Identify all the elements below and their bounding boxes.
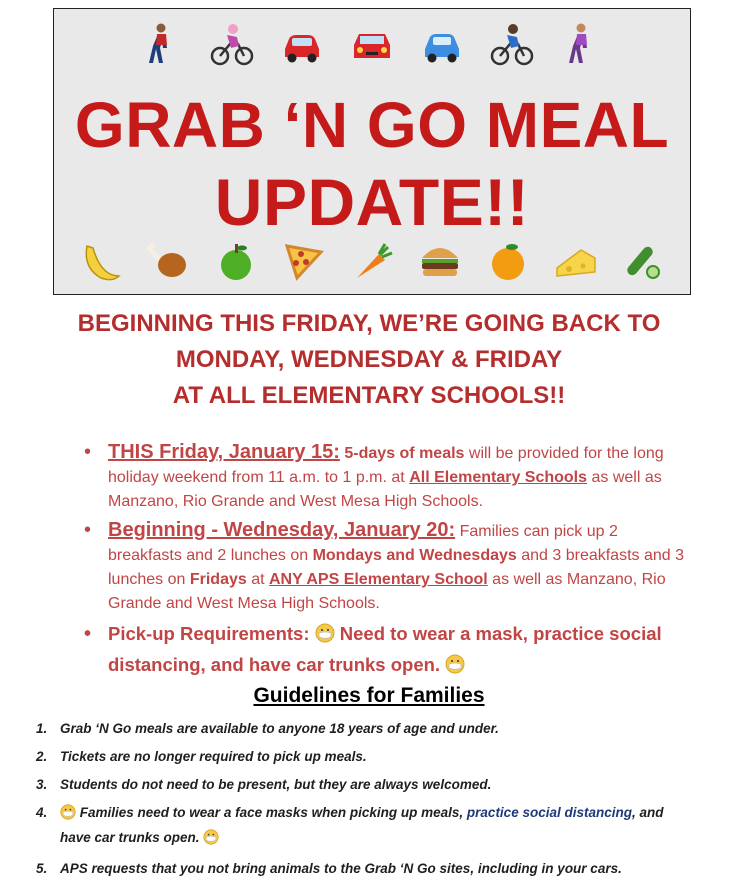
item-number: 1. xyxy=(36,721,48,736)
list-item xyxy=(36,774,696,796)
item-number: 2. xyxy=(36,749,48,764)
item-number: 5. xyxy=(36,861,48,876)
cyclist-icon xyxy=(488,18,536,70)
header-banner xyxy=(53,8,691,295)
chicken-leg-icon xyxy=(144,235,192,287)
bullet-text: will be provided for the long holiday weekend from 11 a.m. to 1 p.m. at xyxy=(108,445,664,486)
list-item xyxy=(36,802,696,852)
guidelines-list xyxy=(36,718,696,886)
cucumber-icon xyxy=(620,235,668,287)
guidelines-title: Guidelines for Families xyxy=(253,684,485,707)
list-item xyxy=(84,518,688,616)
list-item xyxy=(36,746,696,768)
headline-line2: MONDAY, WEDNESDAY & FRIDAY xyxy=(175,346,563,373)
food-icon-row xyxy=(54,235,690,287)
bullet-heading: Beginning - Wednesday, January 20: xyxy=(108,519,456,541)
item-text: Families need to wear a face masks when picking up meals, xyxy=(79,805,467,820)
elementary-schools-link[interactable]: All Elementary Schools xyxy=(409,469,588,486)
announcement-list xyxy=(84,440,688,686)
list-item xyxy=(36,718,696,740)
banana-icon xyxy=(76,235,124,287)
walking-person-icon xyxy=(558,18,606,70)
list-item xyxy=(36,858,696,880)
bullet-icon: • xyxy=(84,519,92,541)
item-number: 4. xyxy=(36,805,48,820)
bullet-text: at xyxy=(246,571,269,588)
burger-icon xyxy=(416,235,464,287)
apple-icon xyxy=(212,235,260,287)
bullet-text: Families can pick up 2 breakfasts and 2 lunches on xyxy=(108,523,618,564)
cyclist-icon xyxy=(208,18,256,70)
item-text: APS requests that you not bring animals to the Grab ‘N Go sites, including in your cars. xyxy=(60,861,622,876)
red-car-front-icon xyxy=(348,18,396,70)
mask-face-icon xyxy=(203,829,219,852)
item-text-highlight: practice social distancing xyxy=(466,805,632,820)
aps-elementary-link[interactable]: ANY APS Elementary School xyxy=(269,571,488,588)
item-text: Tickets are no longer required to pick up meals. xyxy=(60,749,367,764)
headline-line3: AT ALL ELEMENTARY SCHOOLS!! xyxy=(172,382,566,409)
bullet-strong: Mondays and Wednesdays xyxy=(312,547,517,564)
bullet-icon: • xyxy=(84,441,92,463)
cheese-icon xyxy=(552,235,600,287)
red-car-icon xyxy=(278,18,326,70)
mask-face-icon xyxy=(60,804,76,827)
pizza-icon xyxy=(280,235,328,287)
banner-title-line1: GRAB ‘N GO MEAL xyxy=(74,89,670,161)
orange-icon xyxy=(484,235,532,287)
blue-car-icon xyxy=(418,18,466,70)
mask-face-icon xyxy=(315,623,335,651)
carrot-icon xyxy=(348,235,396,287)
headline-line1: BEGINNING THIS FRIDAY, WE’RE GOING BACK TO xyxy=(77,310,661,337)
bullet-strong: 5-days of meals xyxy=(344,445,465,462)
bullet-text: as well as Manzano, Rio Grande and West Mesa High Schools. xyxy=(108,571,666,612)
bullet-text: and 3 breakfasts and 3 lunches on xyxy=(108,547,685,588)
bullet-icon: • xyxy=(84,623,92,645)
item-text: Grab ‘N Go meals are available to anyone 18 years of age and under. xyxy=(60,721,499,736)
bullet-label: Pick-up Requirements: xyxy=(108,623,310,644)
transport-icon-row xyxy=(54,18,690,70)
bullet-strong: Fridays xyxy=(189,571,247,588)
item-number: 3. xyxy=(36,777,48,792)
list-item xyxy=(84,440,688,514)
list-item xyxy=(84,620,688,682)
bullet-text: Need to wear a mask, practice social distancing, and have car trunks open. xyxy=(108,623,662,675)
banner-title-line2: UPDATE!! xyxy=(214,165,530,239)
mask-face-icon xyxy=(445,654,465,682)
item-text: , and have car trunks open. xyxy=(60,805,664,845)
bullet-text: as well as Manzano, Rio Grande and West Mesa High Schools. xyxy=(108,469,662,510)
item-text: Students do not need to be present, but they are always welcomed. xyxy=(60,777,492,792)
walking-person-icon xyxy=(138,18,186,70)
bullet-heading: THIS Friday, January 15: xyxy=(108,441,340,463)
